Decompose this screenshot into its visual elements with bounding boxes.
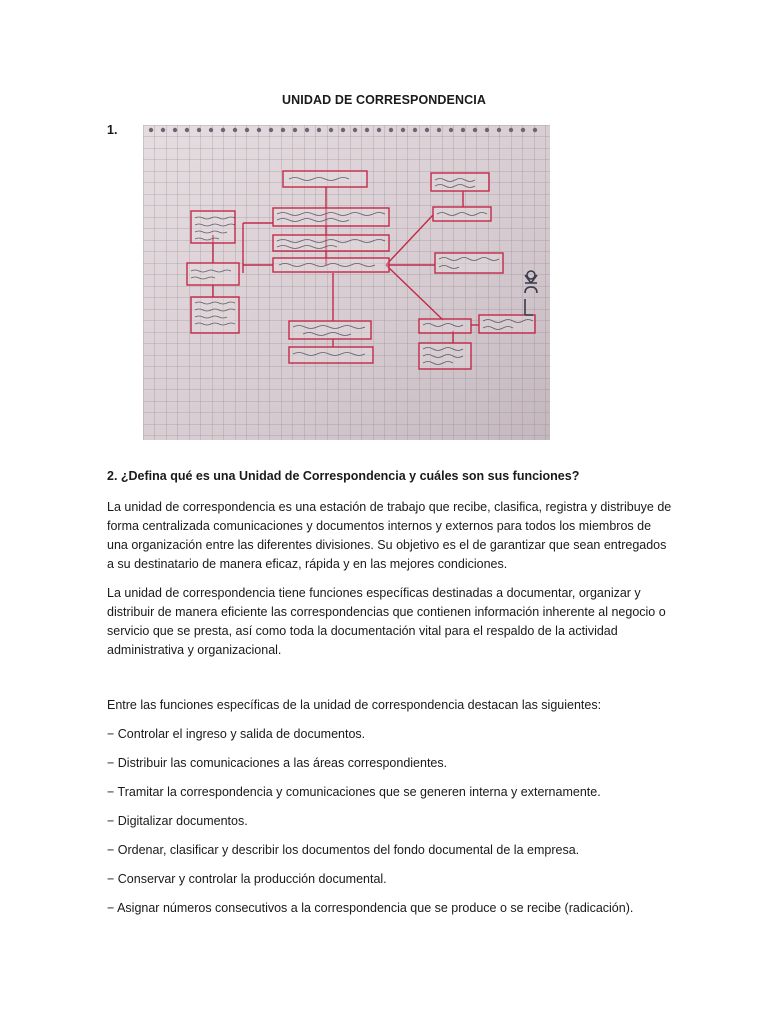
- function-item: − Distribuir las comunicaciones a las áreas correspondientes.: [107, 756, 448, 770]
- document-title: UNIDAD DE CORRESPONDENCIA: [282, 93, 486, 107]
- function-item: − Conservar y controlar la producción documental.: [107, 872, 387, 886]
- function-item: − Digitalizar documentos.: [107, 814, 248, 828]
- paragraph-definition: La unidad de correspondencia es una estación de trabajo que recibe, clasifica, registra y distribuye de forma centralizada comunicaciones y documentos internos y externos para todos los miembros de una organización entre las diferentes divisiones. Su objetivo es el de garantizar que sean entregados a su destinatario de manera eficaz, rápida y en las mejores condiciones.: [107, 500, 672, 571]
- function-item: − Controlar el ingreso y salida de documentos.: [107, 727, 366, 741]
- function-item: − Asignar números consecutivos a la correspondencia que se produce o se recibe (radicación).: [107, 901, 634, 915]
- function-item: − Ordenar, clasificar y describir los documentos del fondo documental de la empresa.: [107, 843, 580, 857]
- item-1-number: 1.: [107, 123, 118, 137]
- concept-map-image: [143, 125, 550, 440]
- concept-map-photo: [143, 125, 550, 440]
- paragraph-functions-overview: La unidad de correspondencia tiene funciones específicas destinadas a documentar, organizar y distribuir de manera eficiente las correspondencias que contienen información inherente al negocio o servicio que se presta, así como toda la documentación vital para el respaldo de la actividad administrativa y organizacional.: [107, 586, 666, 657]
- functions-intro: Entre las funciones específicas de la unidad de correspondencia destacan las siguientes:: [107, 698, 602, 712]
- question-2-heading: 2. ¿Defina qué es una Unidad de Correspondencia y cuáles son sus funciones?: [107, 469, 580, 483]
- function-item: − Tramitar la correspondencia y comunicaciones que se generen interna y externamente.: [107, 785, 601, 799]
